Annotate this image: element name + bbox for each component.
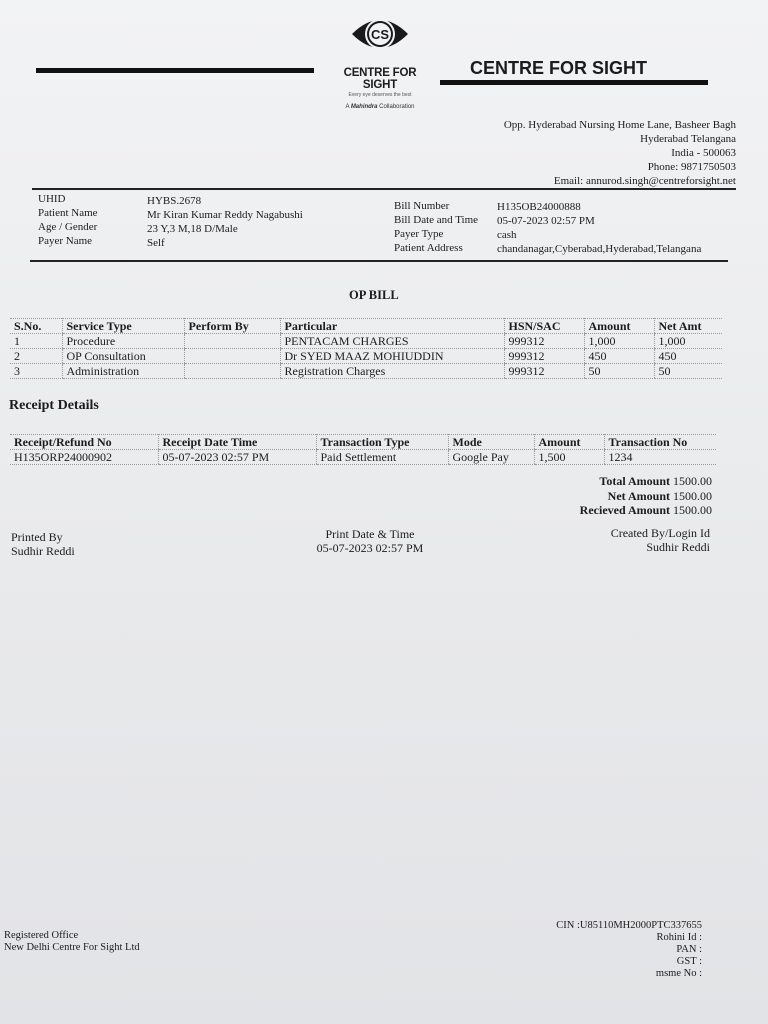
col-receipt-amount: Amount [534,435,604,450]
partner-text: Collaboration [379,104,415,110]
col-service-type: Service Type [62,319,184,334]
patient-name-value: Mr Kiran Kumar Reddy Nagabushi [147,209,303,221]
patient-values [147,194,303,250]
net-amount-value: 1500.00 [673,488,712,503]
gst-text: GST : [676,956,702,967]
eye-logo-icon [350,12,410,56]
op-bill-header-row [10,319,722,334]
received-amount-label: Recieved Amount [579,503,670,517]
cell-hsn: 999312 [504,364,584,379]
print-date-value: 05-07-2023 02:57 PM [316,541,424,555]
cell-service-type: Administration [62,364,184,379]
cell-receipt-amount: 1,500 [534,450,604,465]
cell-amount: 50 [584,364,654,379]
cell-amount: 1,000 [584,334,654,349]
company-ids-block [556,920,702,980]
bill-date-label: Bill Date and Time [394,214,479,226]
op-bill-table [10,318,722,379]
bill-number-value: H135OB24000888 [497,201,581,213]
total-amount-label: Total Amount [599,474,670,488]
uhid-value: HYBS.2678 [147,195,202,207]
received-amount-row [580,503,712,518]
col-perform-by: Perform By [184,319,280,334]
table-row [10,450,716,465]
clinic-address [504,118,736,188]
table-row [10,364,722,379]
col-amount: Amount [584,319,654,334]
printed-by-value: Sudhir Reddi [11,544,75,558]
total-amount-value: 1500.00 [673,474,712,488]
address-line3: India - 500063 [671,147,736,159]
receipt-header-row [10,435,716,450]
cell-service-type: Procedure [62,334,184,349]
table-row [10,349,722,364]
header-bar-right [440,80,708,85]
cell-transaction-type: Paid Settlement [316,450,448,465]
table-row [10,334,722,349]
partner-brand: Mahindra [350,104,378,110]
col-transaction-no: Transaction No [604,435,716,450]
received-amount-value: 1500.00 [673,503,712,517]
cell-net-amt: 450 [654,349,722,364]
cell-particular: Dr SYED MAAZ MOHIUDDIN [280,349,504,364]
net-amount-label: Net Amount [607,488,670,503]
patient-labels [38,192,98,248]
divider-info [30,260,728,262]
bill-number-label: Bill Number [394,200,450,212]
total-amount-row [580,474,712,489]
cell-receipt-date: 05-07-2023 02:57 PM [158,450,316,465]
uhid-label: UHID [38,193,66,205]
print-date-block [310,527,430,555]
col-sno: S.No. [10,319,62,334]
cell-amount: 450 [584,349,654,364]
col-receipt-no: Receipt/Refund No [10,435,158,450]
created-by-value: Sudhir Reddi [646,540,710,554]
cell-net-amt: 1,000 [654,334,722,349]
printed-by-label: Printed By [11,530,63,544]
cell-perform-by [184,364,280,379]
age-label: Age / Gender [38,221,98,233]
cell-transaction-no: 1234 [604,450,716,465]
cell-sno: 1 [10,334,62,349]
cell-net-amt: 50 [654,364,722,379]
address-email: Email: annurod.singh@centreforsight.net [553,175,736,187]
created-by-block [611,526,710,554]
cell-sno: 2 [10,349,62,364]
totals-block [580,474,712,518]
rohini-text: Rohini Id : [656,932,702,943]
patient-name-label: Patient Name [38,207,98,219]
cell-particular: Registration Charges [280,364,504,379]
cell-service-type: OP Consultation [62,349,184,364]
printed-by-block [11,530,75,558]
col-mode: Mode [448,435,534,450]
cell-receipt-no: H135ORP24000902 [10,450,158,465]
header-title: CENTRE FOR SIGHT [470,58,648,78]
payer-type-value: cash [497,229,517,241]
created-by-label: Created By/Login Id [610,526,710,540]
header-bar-left [36,68,314,73]
payer-name-value: Self [147,237,165,249]
patient-address-value: chandanagar,Cyberabad,Hyderabad,Telangana [497,243,702,255]
receipt-table [10,434,716,465]
logo-tagline: Every eye deserves the best [348,92,412,98]
address-line1: Opp. Hyderabad Nursing Home Lane, Basheer Bagh [503,119,736,131]
print-date-label: Print Date & Time [325,527,415,541]
cin-text: CIN :U85110MH2000PTC337655 [556,920,702,931]
cell-mode: Google Pay [448,450,534,465]
col-transaction-type: Transaction Type [316,435,448,450]
msme-text: msme No : [655,968,702,979]
brand-logo [330,12,430,110]
cell-perform-by [184,334,280,349]
col-receipt-date: Receipt Date Time [158,435,316,450]
cell-sno: 3 [10,364,62,379]
age-value: 23 Y,3 M,18 D/Male [147,223,238,235]
registered-office-label: Registered Office [4,930,79,941]
op-bill-heading: OP BILL [349,288,399,302]
cell-hsn: 999312 [504,334,584,349]
registered-office-block [4,930,140,954]
payer-type-label: Payer Type [394,228,444,240]
logo-letters: CS [370,27,390,42]
bill-date-value: 05-07-2023 02:57 PM [497,215,595,227]
net-amount-row [580,489,712,504]
pan-text: PAN : [676,944,702,955]
bill-values [497,200,701,256]
address-phone: Phone: 9871750503 [647,161,736,173]
registered-office-value: New Delhi Centre For Sight Ltd [4,942,140,953]
divider-top [32,188,736,190]
cell-particular: PENTACAM CHARGES [280,334,504,349]
cell-hsn: 999312 [504,349,584,364]
col-hsn-sac: HSN/SAC [504,319,584,334]
col-particular: Particular [280,319,504,334]
patient-address-label: Patient Address [394,242,463,254]
logo-partner: A Mahindra Collaboration [345,104,415,110]
logo-name: CENTRE FOR SIGHT [343,67,417,91]
col-net-amt: Net Amt [654,319,722,334]
payer-name-label: Payer Name [38,235,93,247]
receipt-heading: Receipt Details [9,398,99,413]
cell-perform-by [184,349,280,364]
bill-labels [394,199,478,255]
address-line2: Hyderabad Telangana [640,133,736,145]
